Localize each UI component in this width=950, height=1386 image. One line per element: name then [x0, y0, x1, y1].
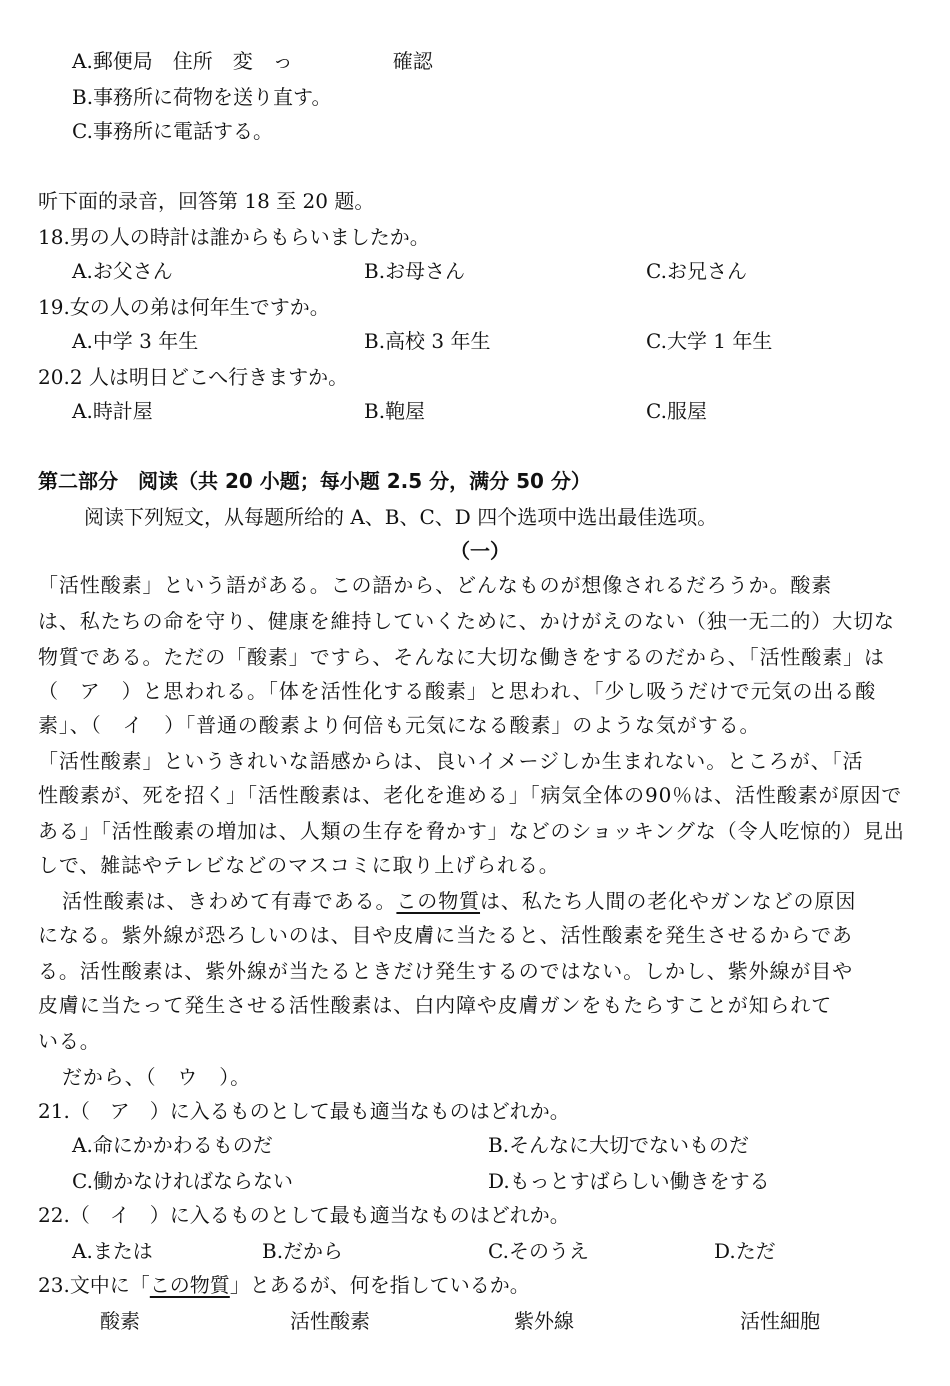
passage-line-1: 「活性酸素」という語がある。この語から、どんなものが想像されるだろうか。酸素 [38, 573, 833, 597]
q18-option-c: C.お兄さん [646, 259, 747, 283]
passage-line-10: 活性酸素は、きわめて有毒である。この物質は、私たち人間の老化やガンなどの原因 [62, 889, 857, 913]
q21-option-d: D.もっとすばらしい働きをする [488, 1169, 770, 1193]
section-title: 第二部分 阅读（共 20 小题；每小题 2.5 分，满分 50 分） [38, 469, 591, 493]
passage-line-4: （ ア ）と思われる。「体を活性化する酸素」と思われ、「少し吸うだけで元気の出る酸 [38, 679, 877, 703]
q21-option-a: A.命にかかわるものだ [72, 1133, 273, 1157]
q23-option-2: 活性酸素 [290, 1309, 370, 1333]
question-18: 18.男の人の時計は誰からもらいましたか。 [38, 225, 430, 249]
passage-line-15: だから、（ ウ ）。 [62, 1065, 251, 1089]
q17-option-b: B.事務所に荷物を送り直す。 [72, 85, 332, 109]
q19-option-a: A.中学 3 年生 [72, 329, 199, 353]
q22-option-a: A.または [72, 1239, 153, 1263]
q22-option-d: D.ただ [714, 1239, 776, 1263]
question-19: 19.女の人の弟は何年生ですか。 [38, 295, 330, 319]
passage-line-8: ある」「活性酸素の増加は、人類の生存を脅かす」などのショッキングな（令人吃惊的）見出 [38, 819, 905, 843]
underlined-phrase: この物質 [396, 889, 481, 913]
passage-line-9: しで、雑誌やテレビなどのマスコミに取り上げられる。 [38, 853, 560, 877]
passage-line-3: 物質である。ただの「酸素」ですら、そんなに大切な働きをするのだから、「活性酸素」は [38, 645, 885, 669]
q19-option-c: C.大学 1 年生 [646, 329, 773, 353]
q23-option-1: 酸素 [100, 1309, 140, 1333]
q17-option-a: A.郵便局 住所 変 っ 確認 [72, 49, 433, 73]
q23-option-3: 紫外線 [514, 1309, 574, 1333]
underlined-phrase: この物質 [149, 1273, 230, 1297]
passage-line-5: 素」、（ イ ）「普通の酸素より何倍も元気になる酸素」のような気がする。 [38, 713, 761, 737]
listening-instruction: 听下面的录音，回答第 18 至 20 题。 [38, 189, 375, 213]
q18-option-a: A.お父さん [72, 259, 173, 283]
question-20: 20.2 人は明日どこへ行きますか。 [38, 365, 349, 389]
q20-option-a: A.時計屋 [72, 399, 153, 423]
q18-option-b: B.お母さん [364, 259, 466, 283]
q21-option-c: C.働かなければならない [72, 1169, 293, 1193]
q20-option-c: C.服屋 [646, 399, 707, 423]
question-23: 23.文中に「この物質」とあるが、何を指しているか。 [38, 1273, 530, 1297]
passage-number: （一） [450, 539, 510, 563]
q22-option-c: C.そのうえ [488, 1239, 589, 1263]
question-22: 22.（ イ ）に入るものとして最も適当なものはどれか。 [38, 1203, 570, 1227]
passage-line-7: 性酸素が、死を招く」「活性酸素は、老化を進める」「病気全体の90％は、活性酸素が原因で [38, 783, 903, 807]
passage-line-6: 「活性酸素」というきれいな語感からは、良いイメージしか生まれない。ところが、「活 [38, 749, 864, 773]
q20-option-b: B.鞄屋 [364, 399, 426, 423]
q22-option-b: B.だから [262, 1239, 344, 1263]
section-instruction: 阅读下列短文，从每题所给的 A、B、C、D 四个选项中选出最佳选项。 [84, 505, 718, 529]
passage-line-11: になる。紫外線が恐ろしいのは、目や皮膚に当たると、活性酸素を発生させるからであ [38, 923, 853, 947]
passage-line-12: る。活性酸素は、紫外線が当たるときだけ発生するのではない。しかし、紫外線が目や [38, 959, 854, 983]
q23-option-4: 活性細胞 [740, 1309, 820, 1333]
q19-option-b: B.高校 3 年生 [364, 329, 491, 353]
passage-line-13: 皮膚に当たって発生させる活性酸素は、白内障や皮膚ガンをもたらすことが知られて [38, 993, 833, 1017]
q17-option-c: C.事務所に電話する。 [72, 119, 273, 143]
passage-line-14: いる。 [38, 1029, 101, 1053]
question-21: 21.（ ア ）に入るものとして最も適当なものはどれか。 [38, 1099, 570, 1123]
passage-line-2: は、私たちの命を守り、健康を維持していくために、かけがえのない（独一无二的）大切な [38, 609, 895, 633]
q21-option-b: B.そんなに大切でないものだ [488, 1133, 750, 1157]
